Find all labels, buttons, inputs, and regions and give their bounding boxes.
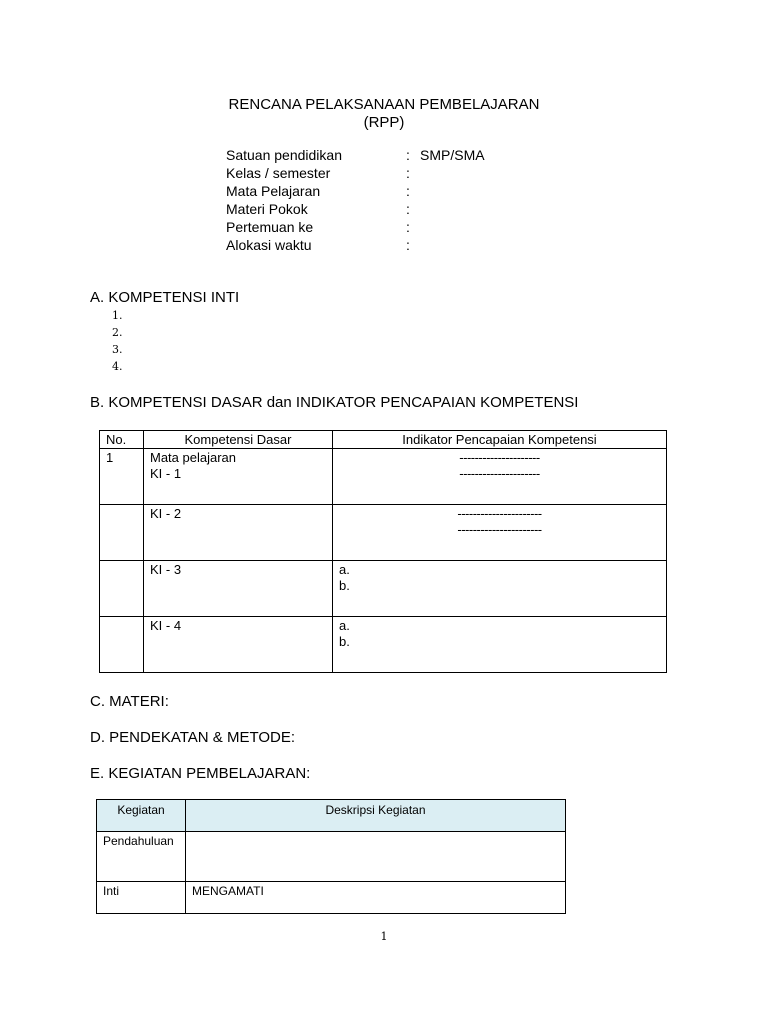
indikator-line: b. xyxy=(339,578,350,593)
indikator-line: a. xyxy=(339,618,350,633)
table-header-row xyxy=(97,800,566,832)
identity-label: Satuan pendidikan xyxy=(226,147,342,163)
indikator-line: b. xyxy=(339,634,350,649)
ki-item-number: 2. xyxy=(112,326,123,339)
document-title: RENCANA PELAKSANAAN PEMBELAJARAN xyxy=(228,96,540,113)
kd-line: KI - 1 xyxy=(150,466,182,481)
section-e-heading: E. KEGIATAN PEMBELAJARAN: xyxy=(90,765,311,782)
indikator-line: ---------------------- xyxy=(457,522,542,537)
indikator-cell xyxy=(333,561,667,617)
identity-colon: : xyxy=(406,183,410,199)
kegiatan-cell: Pendahuluan xyxy=(97,832,186,882)
indikator-line: --------------------- xyxy=(459,450,540,465)
column-header-kegiatan: Kegiatan xyxy=(97,800,186,832)
indikator-line: a. xyxy=(339,562,350,577)
ki-item-number: 4. xyxy=(112,360,123,373)
table-row xyxy=(100,561,667,617)
section-a-heading: A. KOMPETENSI INTI xyxy=(90,289,240,306)
kegiatan-cell: Inti xyxy=(97,882,186,914)
section-b-heading: B. KOMPETENSI DASAR dan INDIKATOR PENCAPAIAN KOMPETENSI xyxy=(90,394,579,411)
kd-cell xyxy=(144,617,333,673)
identity-colon: : xyxy=(406,201,410,217)
document-subtitle: (RPP) xyxy=(363,114,405,131)
row-number xyxy=(100,561,144,617)
section-c-heading: C. MATERI: xyxy=(90,693,169,710)
table-row xyxy=(97,882,566,914)
ki-item-number: 1. xyxy=(112,309,123,322)
column-header-no: No. xyxy=(100,431,144,449)
kegiatan-table xyxy=(96,799,566,914)
identity-colon: : xyxy=(406,165,410,181)
row-number xyxy=(100,617,144,673)
column-header-deskripsi: Deskripsi Kegiatan xyxy=(186,800,566,832)
identity-colon: : xyxy=(406,147,410,163)
section-d-heading: D. PENDEKATAN & METODE: xyxy=(90,729,296,746)
deskripsi-cell xyxy=(186,832,566,882)
ki-item-number: 3. xyxy=(112,343,123,356)
kd-cell xyxy=(144,561,333,617)
identity-label: Pertemuan ke xyxy=(226,219,314,235)
column-header-indikator: Indikator Pencapaian Kompetensi xyxy=(333,431,667,449)
identity-label: Kelas / semester xyxy=(226,165,331,181)
page-number: 1 xyxy=(380,930,388,943)
table-row xyxy=(100,505,667,561)
table-row xyxy=(100,449,667,505)
kd-line: Mata pelajaran xyxy=(150,450,236,465)
table-row xyxy=(100,617,667,673)
identity-colon: : xyxy=(406,219,410,235)
indikator-cell xyxy=(333,617,667,673)
table-header-row xyxy=(100,431,667,449)
table-row xyxy=(97,832,566,882)
kompetensi-table xyxy=(99,430,667,673)
column-header-kompetensi-dasar: Kompetensi Dasar xyxy=(144,431,333,449)
indikator-cell xyxy=(333,449,667,505)
deskripsi-cell: MENGAMATI xyxy=(186,882,566,914)
kd-line: KI - 3 xyxy=(150,562,182,577)
row-number xyxy=(100,505,144,561)
identity-label: Mata Pelajaran xyxy=(226,183,321,199)
identity-colon: : xyxy=(406,237,410,253)
identity-label: Alokasi waktu xyxy=(226,237,312,253)
identity-value: SMP/SMA xyxy=(420,147,485,163)
kd-cell xyxy=(144,505,333,561)
kd-line: KI - 2 xyxy=(150,506,182,521)
identity-label: Materi Pokok xyxy=(226,201,308,217)
indikator-cell xyxy=(333,505,667,561)
kd-line: KI - 4 xyxy=(150,618,182,633)
indikator-line: --------------------- xyxy=(459,466,540,481)
kd-cell xyxy=(144,449,333,505)
indikator-line: ---------------------- xyxy=(457,506,542,521)
row-number: 1 xyxy=(100,449,144,505)
